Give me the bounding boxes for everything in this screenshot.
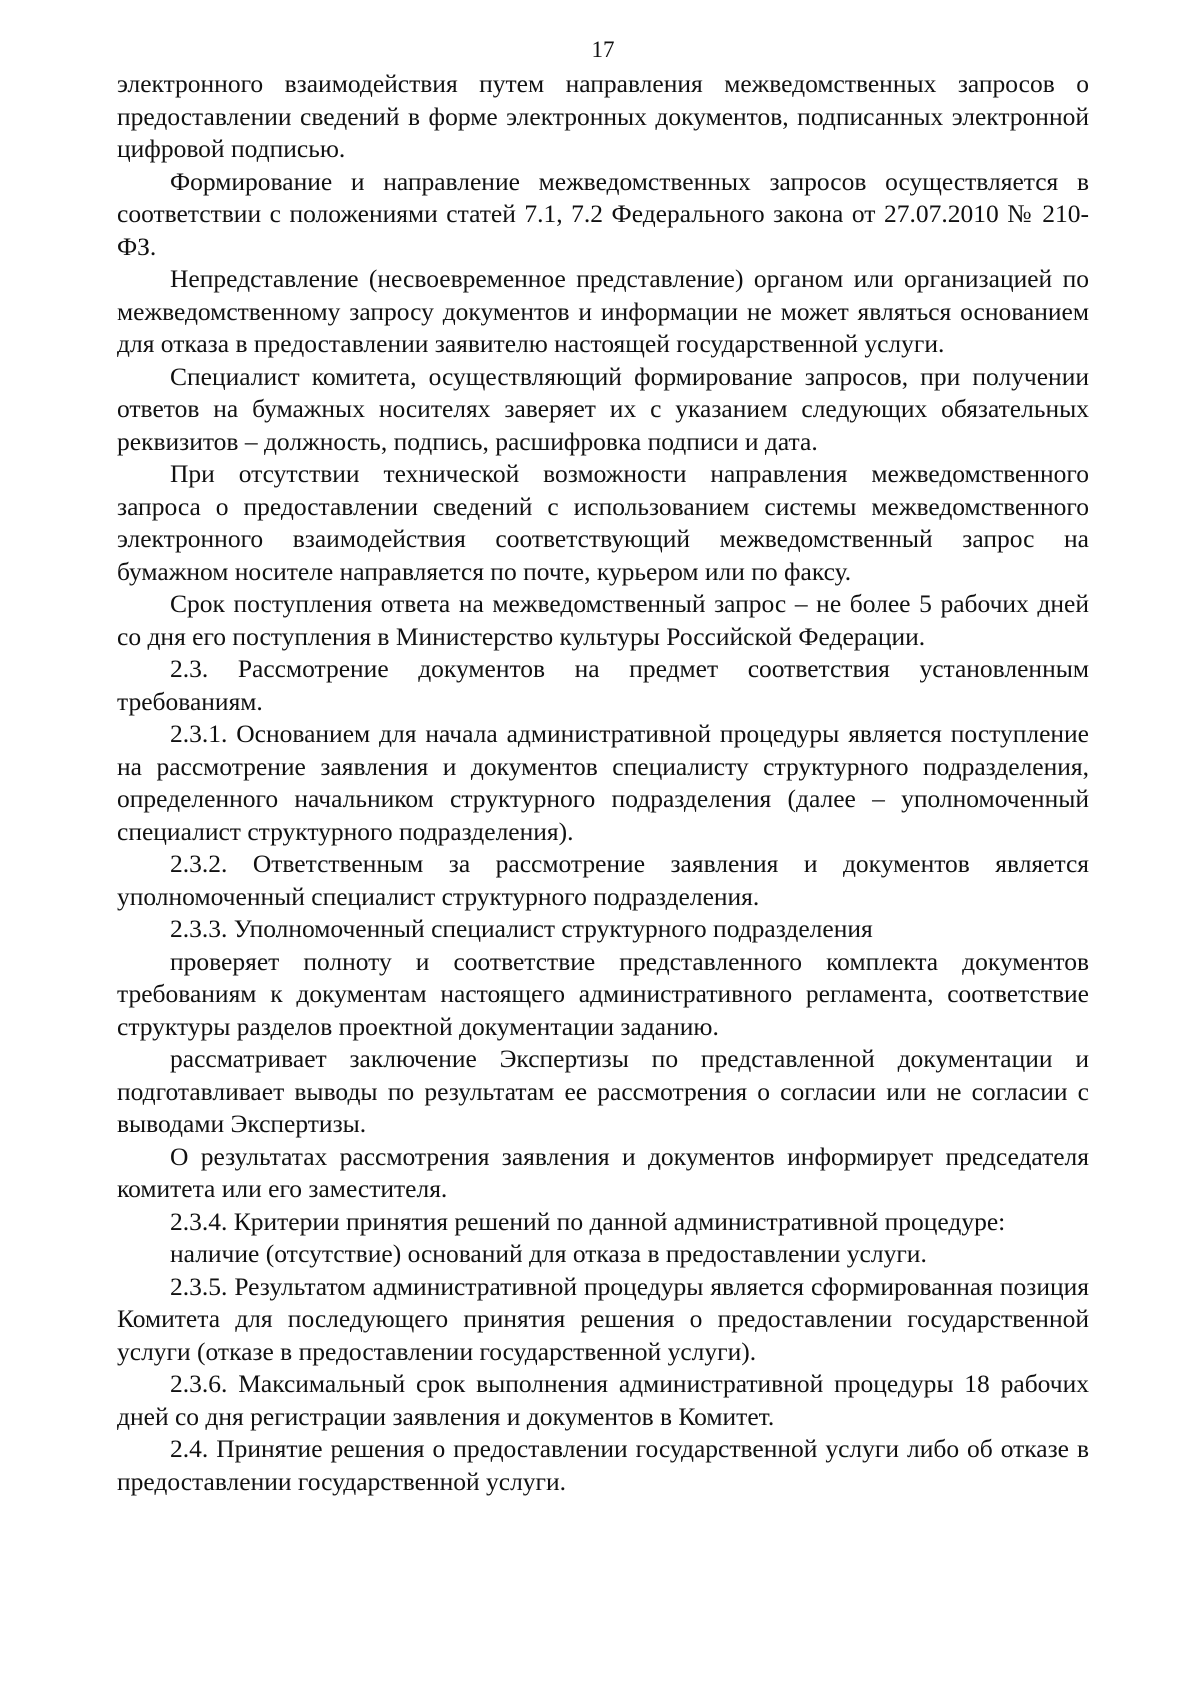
paragraph-7: 2.3. Рассмотрение документов на предмет соответствия установленным требованиям. [117, 654, 1089, 716]
paragraph-2: Формирование и направление межведомственных запросов осуществляется в соответствии с положениями статей 7.1, 7.2 Федерального закона от 27.07.2010 № 210-ФЗ. [117, 166, 1089, 261]
paragraph-18: 2.4. Принятие решения о предоставлении государственной услуги либо об отказе в предоставлении государственной услуги. [117, 1434, 1089, 1496]
paragraph-11: проверяет полноту и соответствие представленного комплекта документов требованиям к документам настоящего административного регламента, соответствие структуры разделов проектной документации заданию. [117, 946, 1089, 1041]
paragraph-5: При отсутствии технической возможности направления межведомственного запроса о предоставлении сведений с использованием системы межведомственного электронного взаимодействия соответствующий межведомственный запрос на бумажном носителе направляется по почте, курьером или по факсу. [117, 459, 1089, 586]
paragraph-17: 2.3.6. Максимальный срок выполнения административной процедуры 18 рабочих дней со дня регистрации заявления и документов в Комитет. [117, 1369, 1089, 1431]
paragraph-12: рассматривает заключение Экспертизы по представленной документации и подготавливает выводы по результатам ее рассмотрения о согласии или не согласии с выводами Экспертизы. [117, 1044, 1089, 1138]
paragraph-15: наличие (отсутствие) оснований для отказа в предоставлении услуги. [170, 1239, 927, 1268]
paragraph-16: 2.3.5. Результатом административной процедуры является сформированная позиция Комитета для последующего принятия решения о предоставлении государственной услуги (отказе в предоставлении государственной услуги). [117, 1271, 1089, 1366]
paragraph-13: О результатах рассмотрения заявления и документов информирует председателя комитета или его заместителя. [117, 1141, 1089, 1203]
paragraph-1: электронного взаимодействия путем направления межведомственных запросов о предоставлении сведений в форме электронных документов, подписанных электронной цифровой подписью. [117, 69, 1089, 163]
paragraph-14: 2.3.4. Критерии принятия решений по данной административной процедуре: [170, 1206, 1006, 1236]
paragraph-3: Непредставление (несвоевременное представление) органом или организацией по межведомственному запросу документов и информации не может являться основанием для отказа в предоставлении заявителю настоящей государственной услуги. [117, 264, 1089, 358]
document-page [117, 34, 1089, 1498]
page-number: 17 [591, 37, 615, 62]
paragraph-9: 2.3.2. Ответственным за рассмотрение заявления и документов является уполномоченный специалист структурного подразделения. [117, 849, 1089, 911]
paragraph-10: 2.3.3. Уполномоченный специалист структурного подразделения [170, 914, 873, 943]
paragraph-6: Срок поступления ответа на межведомственный запрос – не более 5 рабочих дней со дня его поступления в Министерство культуры Российской Федерации. [117, 589, 1089, 651]
paragraph-8: 2.3.1. Основанием для начала административной процедуры является поступление на рассмотрение заявления и документов специалисту структурного подразделения, определенного начальником структурного подразделения (далее – уполномоченный специалист структурного подразделения). [117, 719, 1089, 846]
paragraph-4: Специалист комитета, осуществляющий формирование запросов, при получении ответов на бумажных носителях заверяет их с указанием следующих обязательных реквизитов – должность, подпись, расшифровка подписи и дата. [117, 361, 1089, 456]
